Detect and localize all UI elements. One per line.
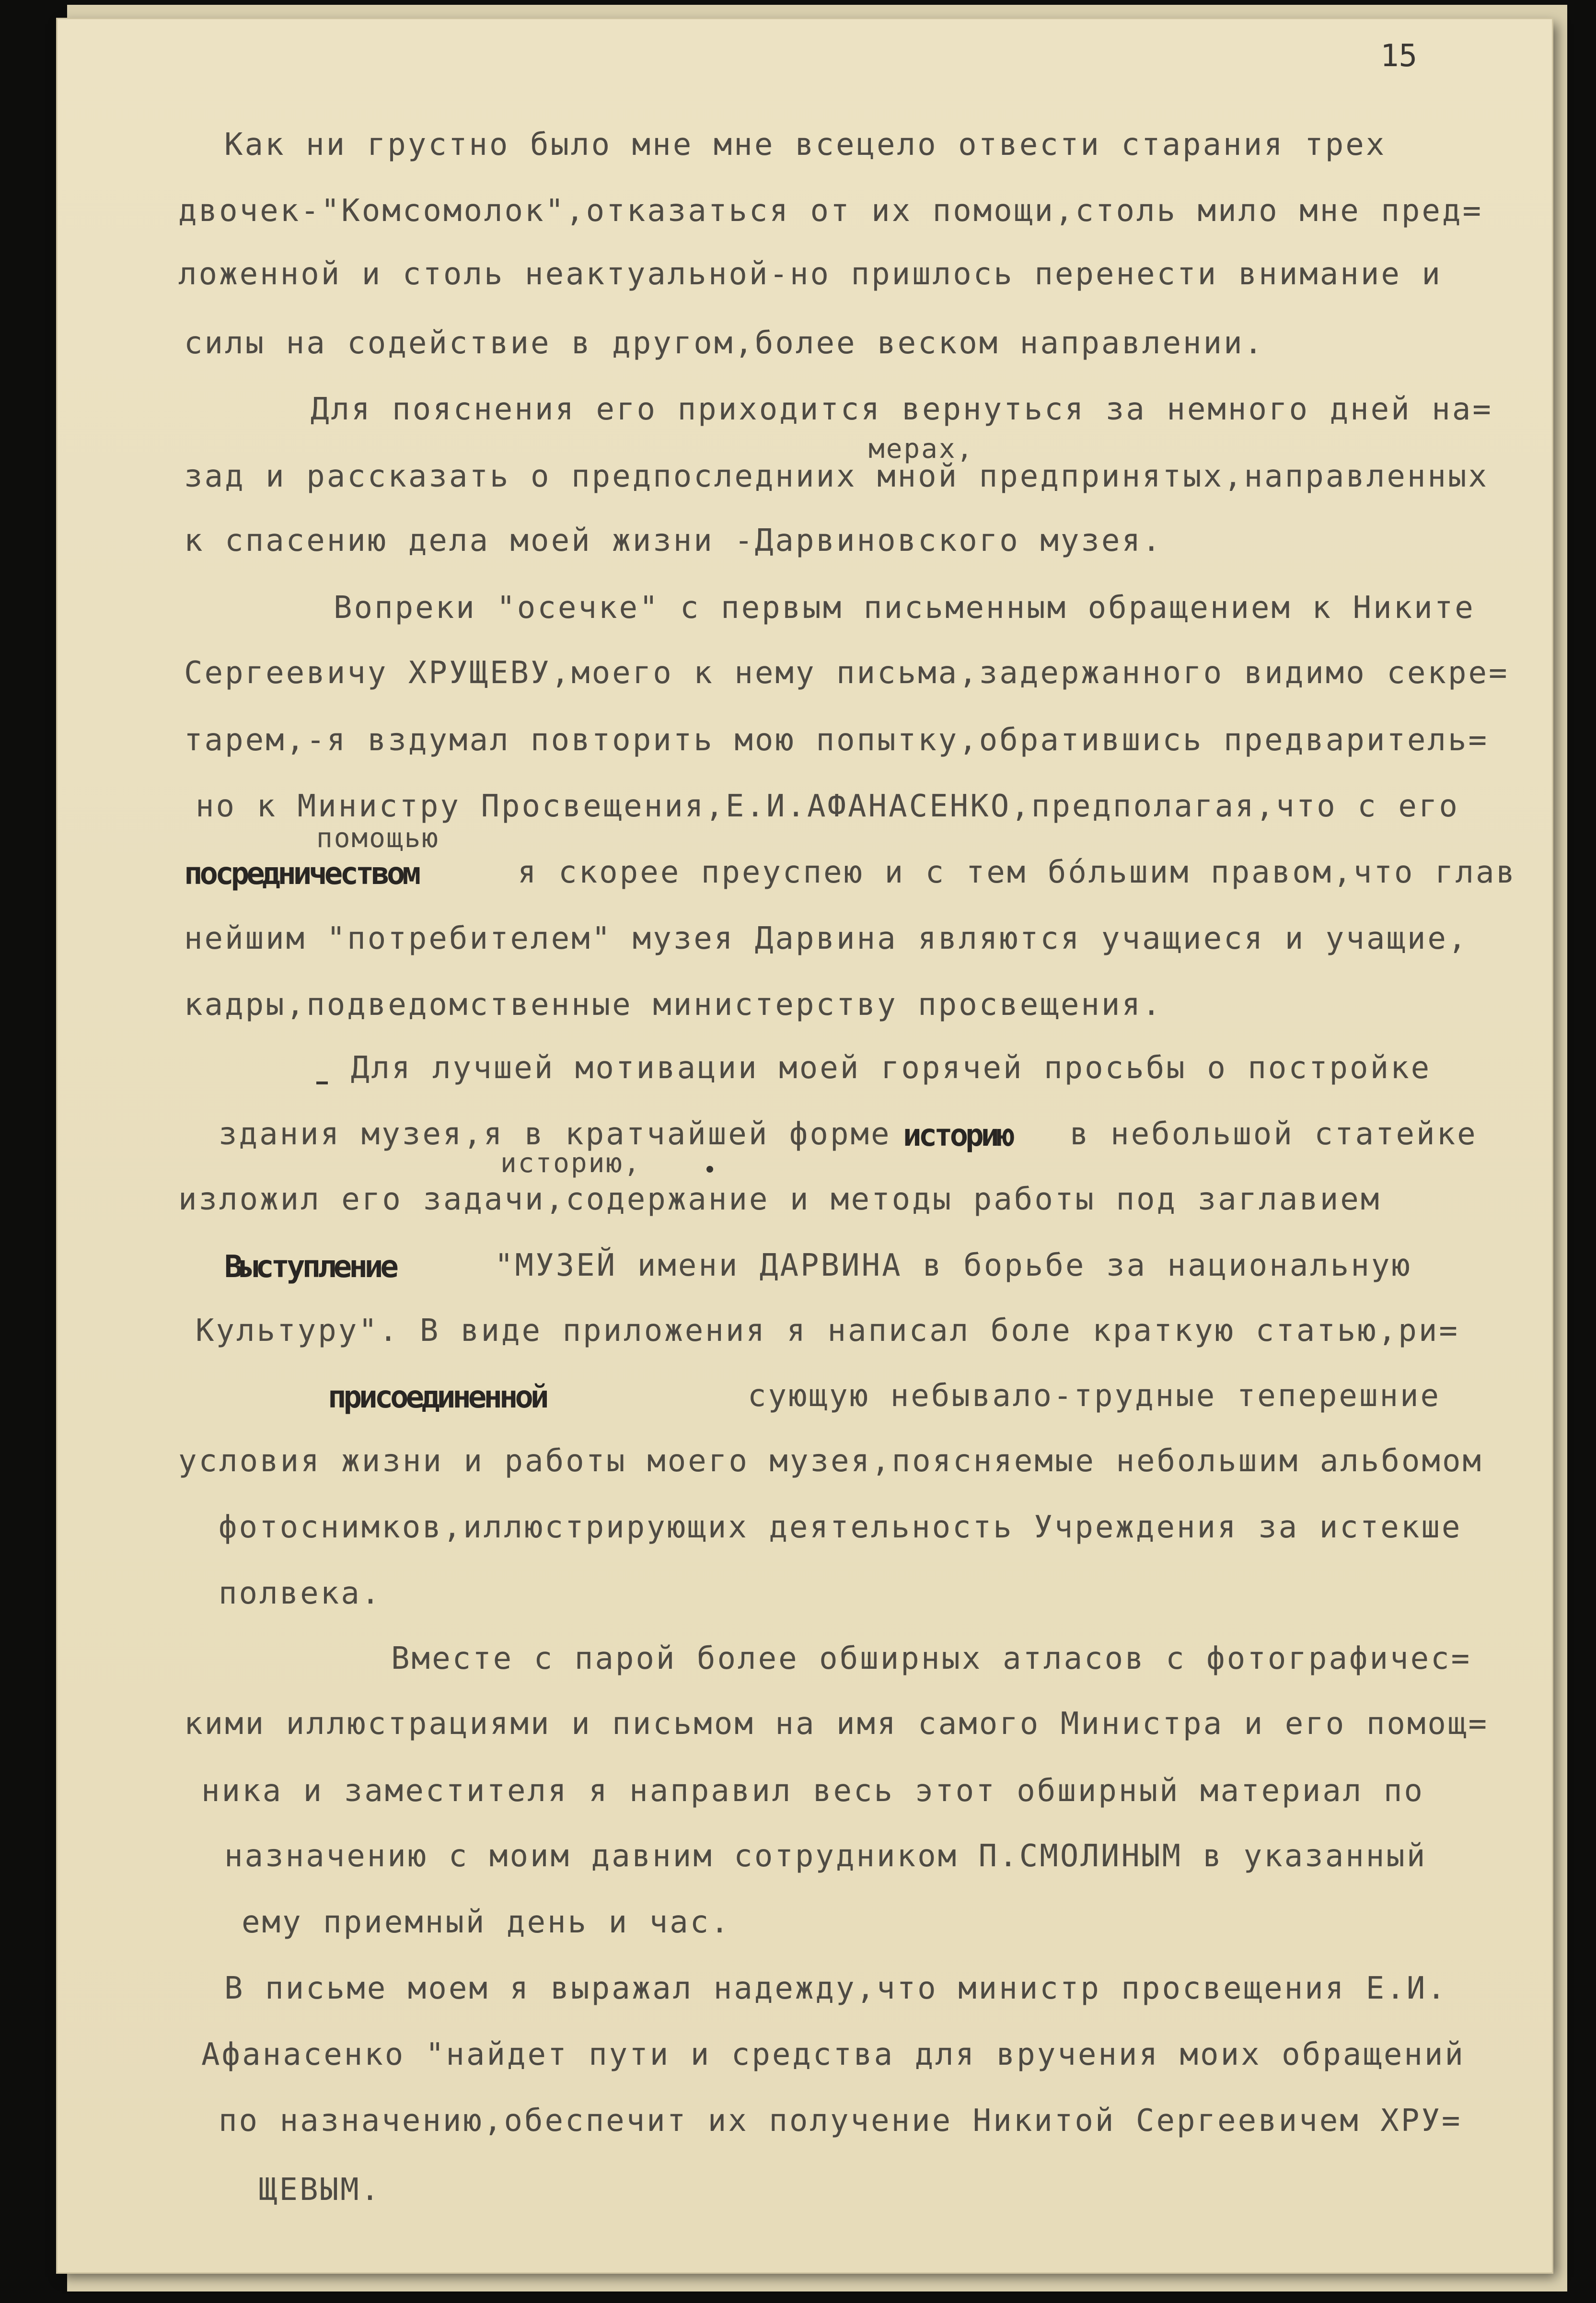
struck-out-word: посредничеством (184, 856, 418, 892)
text-line: я скорее преуспею и с тем бо́льшим правом,что глав (518, 855, 1517, 890)
text-line: "МУЗЕЙ имени ДАРВИНА в борьбе за национальную (495, 1248, 1412, 1283)
text-line: полвека. (219, 1576, 382, 1611)
text-line: кими иллюстрациями и письмом на имя самого Министра и его помощ= (184, 1706, 1489, 1742)
text-line: двочек-"Комсомолок",отказаться от их помощи,столь мило мне пред= (178, 193, 1483, 229)
text-line: ему приемный день и час. (242, 1905, 731, 1940)
text-line: Афанасенко "найдет пути и средства для вручения моих обращений (201, 2037, 1465, 2072)
text-line: к спасению дела моей жизни -Дарвиновского музея. (184, 523, 1163, 558)
text-line: фотоснимков,иллюстрирующих деятельность Учреждения за истекше (219, 1510, 1462, 1545)
text-line: по назначению,обеспечит их получение Никитой Сергеевичем ХРУ= (219, 2103, 1462, 2139)
text-line: ложенной и столь неактуальной-но пришлось перенести внимание и (178, 256, 1442, 292)
ink-dot (706, 1166, 713, 1173)
text-line: тарем,-я вздумал повторить мою попытку,обратившись предваритель= (184, 722, 1489, 758)
text-line: силы на содействие в другом,более веском направлении. (184, 326, 1265, 361)
interlinear-insertion: помощью (316, 823, 440, 854)
text-line: изложил его задачи,содержание и методы работы под заглавием (178, 1182, 1381, 1217)
interlinear-insertion: мерах, (868, 433, 974, 465)
text-line: Как ни грустно было мне мне всецело отвести старания трех (224, 127, 1387, 163)
page-number: 15 (1380, 38, 1418, 74)
text-line: назначению с моим давним сотрудником П.СМОЛИНЫМ в указанный (224, 1838, 1427, 1874)
text-line: Культуру". В виде приложения я написал боле краткую статью,ри= (196, 1313, 1459, 1349)
text-line: нейшим "потребителем" музея Дарвина являются учащиеся и учащие, (184, 921, 1469, 956)
text-line: Для лучшей мотивации моей горячей просьбы о постройке (351, 1050, 1432, 1086)
text-line: кадры,подведомственные министерству просвещения. (184, 987, 1163, 1023)
struck-out-word: Выступление (224, 1249, 396, 1285)
text-line: здания музея,я в кратчайшей форме (219, 1117, 891, 1152)
text-line: Вопреки "осечке" с первым письменным обращением к Никите (334, 590, 1475, 626)
text-line: Для пояснения его приходится вернуться за немного дней на= (311, 392, 1493, 427)
text-line: ника и заместителя я направил весь этот обширный материал по (201, 1773, 1424, 1809)
interlinear-insertion: историю, (500, 1148, 641, 1179)
text-line: ЩЕВЫМ. (259, 2172, 382, 2208)
text-line: Сергеевичу ХРУЩЕВУ,моего к нему письма,задержанного видимо секре= (184, 655, 1509, 691)
text-line: в небольшой статейке (1070, 1117, 1478, 1152)
text-line: Вместе с парой более обширных атласов с фотографичес= (391, 1641, 1472, 1676)
struck-out-word: присоединенной (328, 1380, 546, 1415)
text-line: зад и рассказать о предпоследниих мной предпринятых,направленных (184, 459, 1489, 494)
text-line: условия жизни и работы моего музея,поясняемые небольшим альбомом (178, 1443, 1483, 1479)
stray-mark (316, 1082, 328, 1084)
text-line: но к Министру Просвещения,Е.И.АФАНАСЕНКО,предполагая,что с его (196, 789, 1459, 824)
text-line: В письме моем я выражал надежду,что министр просвещения Е.И. (224, 1971, 1447, 2006)
text-line: сующую небывало-трудные теперешние (748, 1378, 1441, 1414)
struck-out-word: историю (903, 1118, 1012, 1153)
